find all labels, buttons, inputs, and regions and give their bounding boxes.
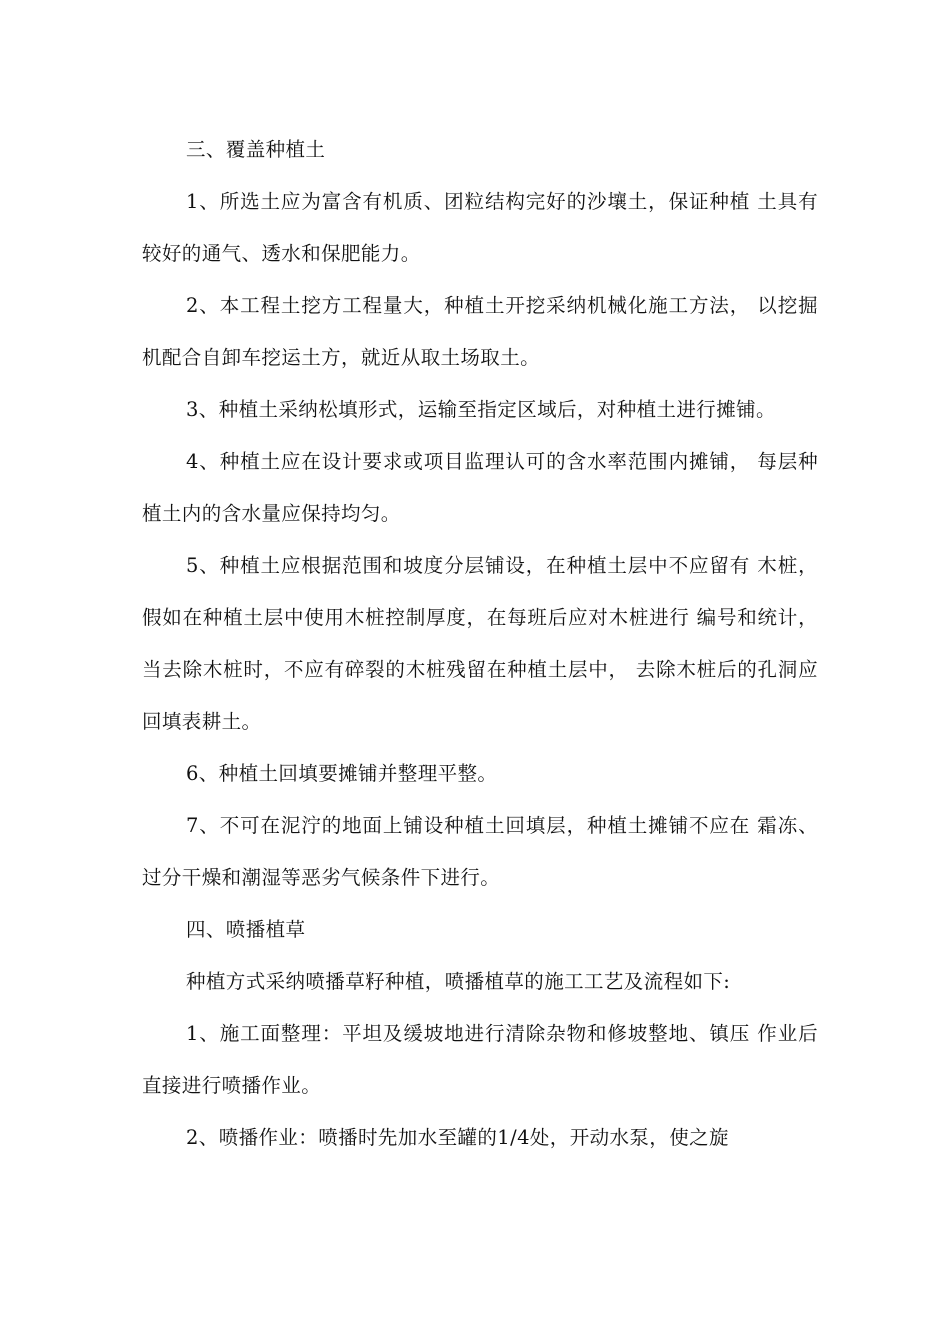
paragraph-item-1: 1、所选土应为富含有机质、团粒结构完好的沙壤土，保证种植 土具有较好的通气、透水和保肥能力。 xyxy=(142,190,818,265)
section-heading-3: 三、覆盖种植土 xyxy=(186,138,326,161)
section-heading-4: 四、喷播植草 xyxy=(186,918,306,941)
paragraph-item-3: 3、种植土采纳松填形式，运输至指定区域后，对种植土进行摊铺。 xyxy=(186,398,776,421)
paragraph-item-2: 2、本工程土挖方工程量大，种植土开挖采纳机械化施工方法， 以挖掘机配合自卸车挖运土方，就近从取土场取土。 xyxy=(142,294,818,369)
paragraph-item-4: 4、种植土应在设计要求或项目监理认可的含水率范围内摊铺， 每层种植土内的含水量应保持均匀。 xyxy=(142,450,818,525)
paragraph-item-7: 7、不可在泥泞的地面上铺设种植土回填层，种植土摊铺不应在 霜冻、过分干燥和潮湿等恶劣气候条件下进行。 xyxy=(142,814,818,889)
paragraph-step-2: 2、喷播作业：喷播时先加水至罐的1/4处，开动水泵，使之旋 xyxy=(186,1126,729,1149)
paragraph-intro: 种植方式采纳喷播草籽种植，喷播植草的施工工艺及流程如下: xyxy=(186,970,731,993)
paragraph-step-1: 1、施工面整理：平坦及缓坡地进行清除杂物和修坡整地、镇压 作业后直接进行喷播作业。 xyxy=(142,1022,818,1097)
paragraph-item-5: 5、种植土应根据范围和坡度分层铺设，在种植土层中不应留有 木桩，假如在种植土层中使用木桩控制厚度，在每班后应对木桩进行 编号和统计，当去除木桩时，不应有碎裂的木桩残留在种植土层中， 去除木桩后的孔洞应回填表耕土。 xyxy=(142,554,818,733)
paragraph-item-6: 6、种植土回填要摊铺并整理平整。 xyxy=(186,762,498,785)
document-body xyxy=(142,124,818,1164)
